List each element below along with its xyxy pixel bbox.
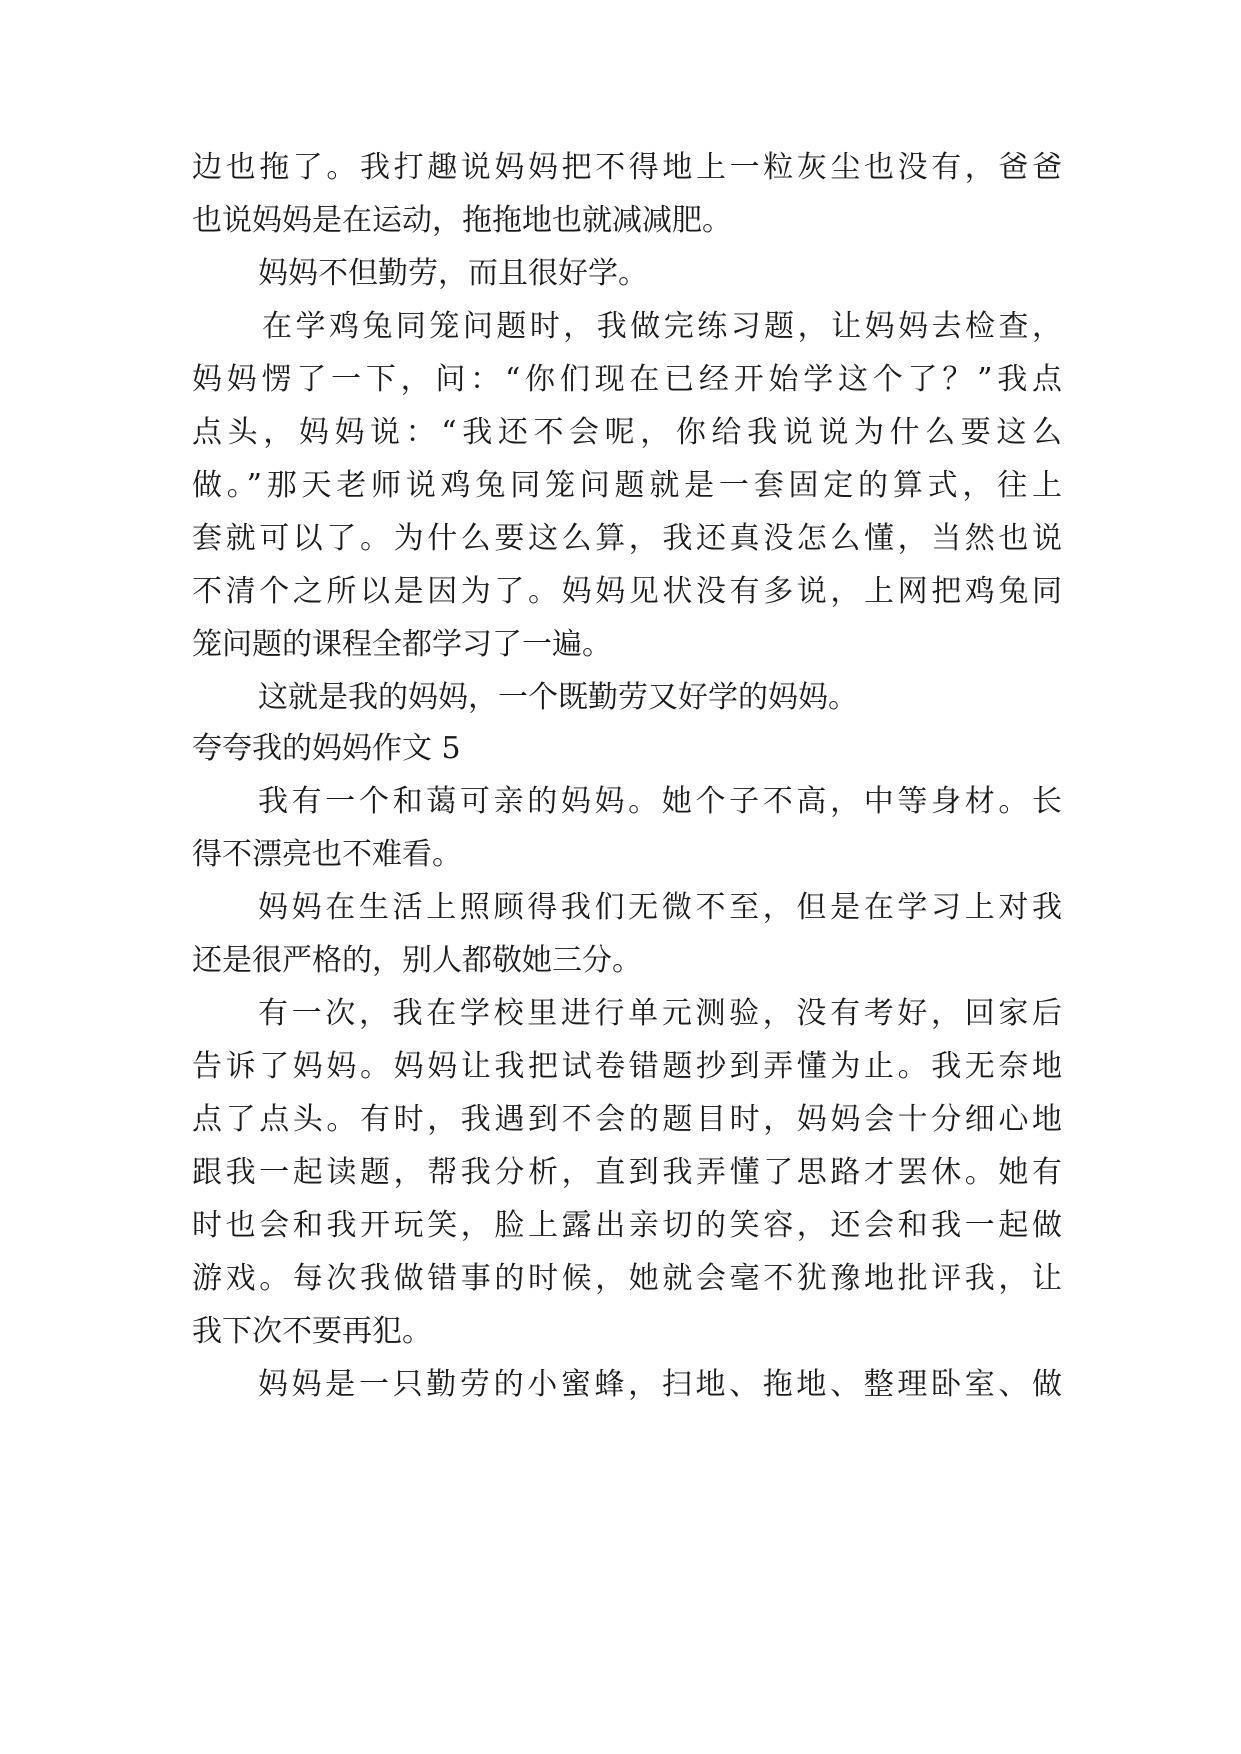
text-line: 得不漂亮也不难看。 <box>192 837 462 872</box>
text-line: 妈妈愣了一下，问：“你们现在已经开始学这个了？”我点 <box>192 362 1062 397</box>
text-line: 套就可以了。为什么要这么算，我还真没怎么懂，当然也说 <box>192 521 1062 556</box>
text-line: 做。”那天老师说鸡兔同笼问题就是一套固定的算式，往上 <box>192 468 1062 503</box>
text-line: 我下次不要再犯。 <box>192 1314 432 1349</box>
text-line: 妈妈不但勤劳，而且很好学。 <box>258 256 648 291</box>
text-line: 点头，妈妈说：“我还不会呢，你给我说说为什么要这么 <box>192 415 1062 450</box>
text-line: 笼问题的课程全都学习了一遍。 <box>192 627 612 662</box>
text-line: 游戏。每次我做错事的时候，她就会毫不犹豫地批评我，让 <box>192 1261 1062 1296</box>
text-line: 妈妈是一只勤劳的小蜜蜂，扫地、拖地、整理卧室、做 <box>258 1367 1062 1402</box>
text-line: 告诉了妈妈。妈妈让我把试卷错题抄到弄懂为止。我无奈地 <box>192 1049 1062 1084</box>
text-line: 边也拖了。我打趣说妈妈把不得地上一粒灰尘也没有，爸爸 <box>192 150 1062 185</box>
text-line: 有一次，我在学校里进行单元测验，没有考好，回家后 <box>258 996 1062 1031</box>
text-line: 这就是我的妈妈，一个既勤劳又好学的妈妈。 <box>258 680 858 715</box>
text-line: 还是很严格的，别人都敬她三分。 <box>192 943 642 978</box>
text-line: 在学鸡兔同笼问题时，我做完练习题，让妈妈去检查， <box>262 309 1062 344</box>
text-line: 妈妈在生活上照顾得我们无微不至，但是在学习上对我 <box>258 890 1062 925</box>
text-line: 时也会和我开玩笑，脸上露出亲切的笑容，还会和我一起做 <box>192 1208 1062 1243</box>
text-line: 点了点头。有时，我遇到不会的题目时，妈妈会十分细心地 <box>192 1102 1062 1137</box>
section-heading: 夸夸我的妈妈作文 5 <box>192 731 461 766</box>
text-line: 跟我一起读题，帮我分析，直到我弄懂了思路才罢休。她有 <box>192 1155 1062 1190</box>
text-line: 不清个之所以是因为了。妈妈见状没有多说，上网把鸡兔同 <box>192 574 1062 609</box>
text-line: 也说妈妈是在运动，拖拖地也就减减肥。 <box>192 203 732 238</box>
text-line: 我有一个和蔼可亲的妈妈。她个子不高，中等身材。长 <box>258 784 1062 819</box>
